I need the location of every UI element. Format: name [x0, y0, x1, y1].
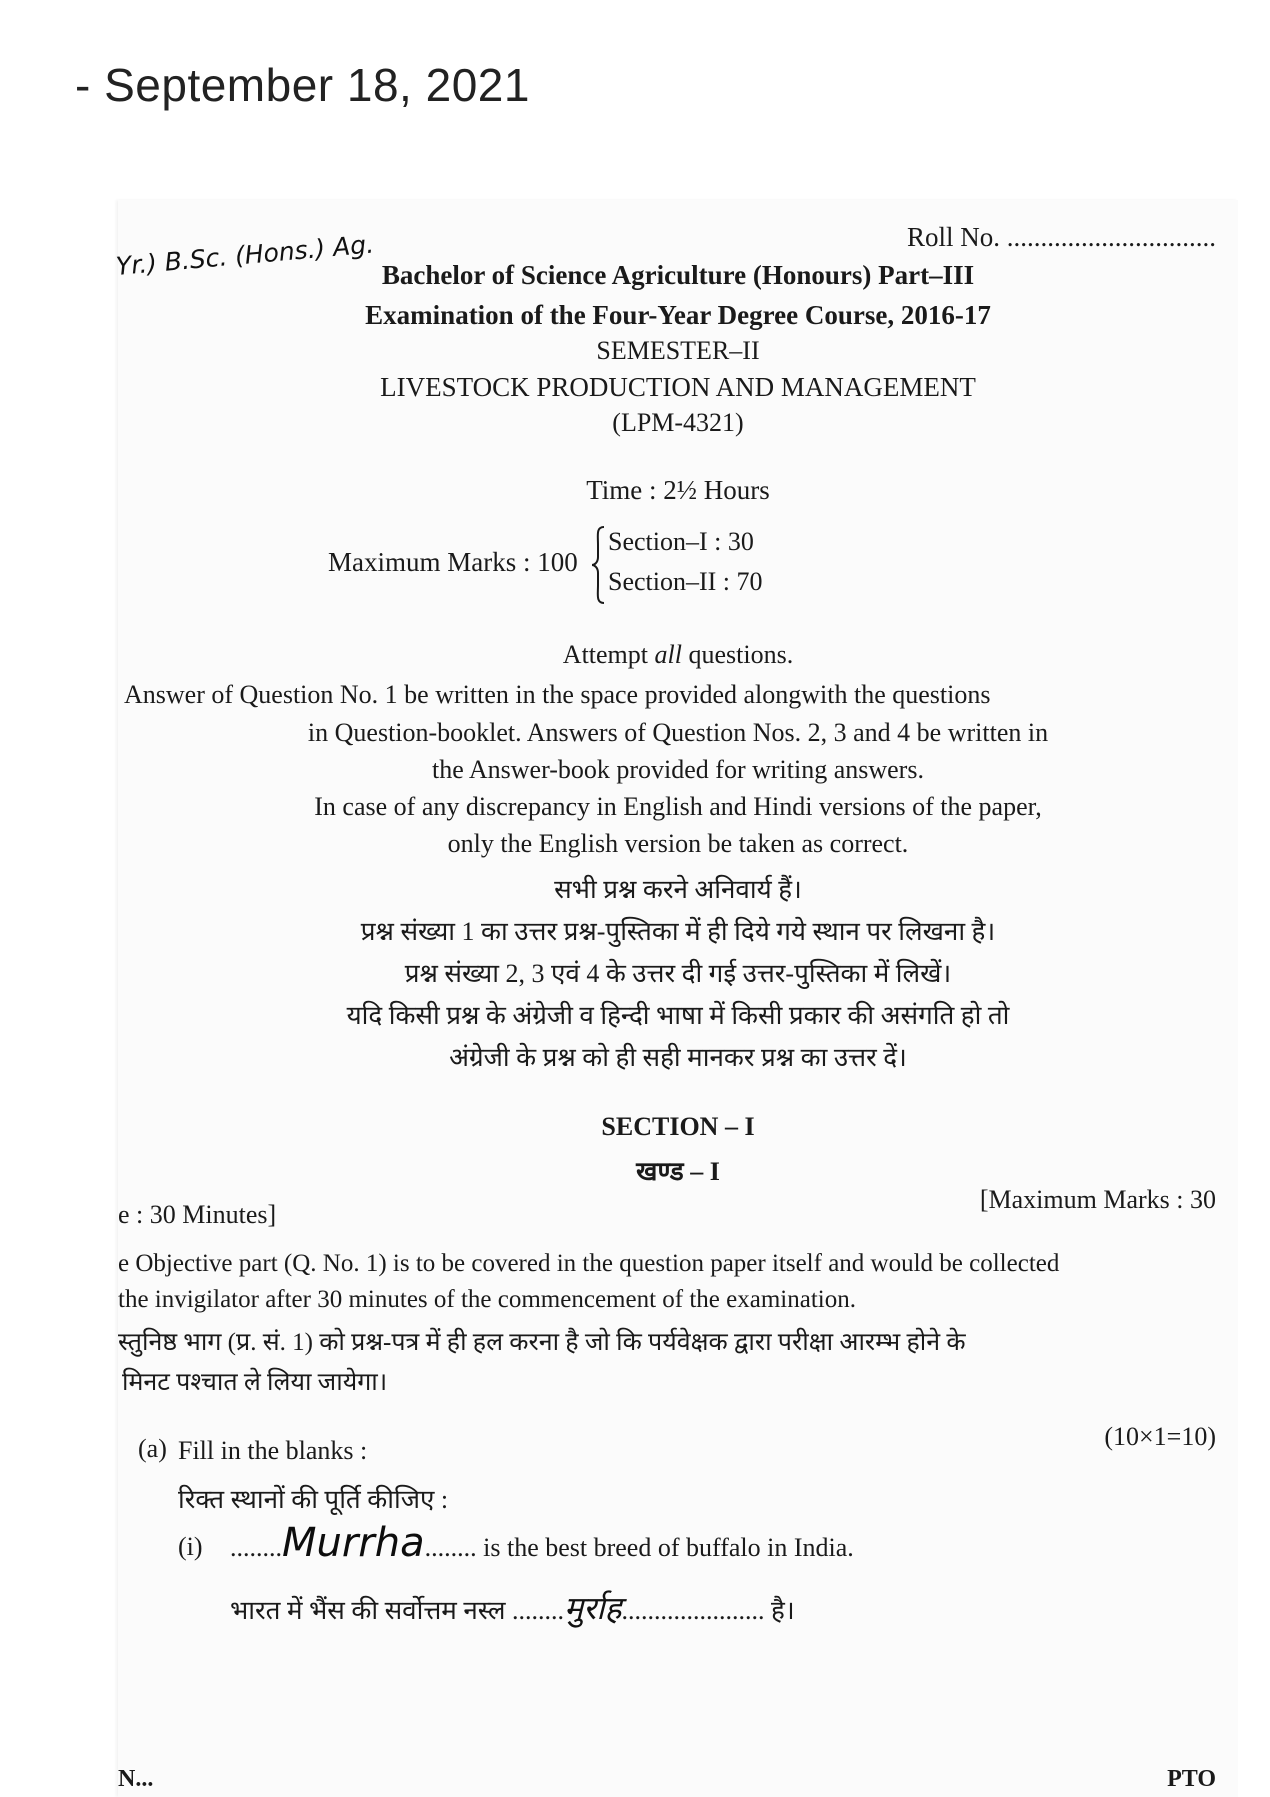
objective-note-hi-2: मिनट पश्चात ले लिया जायेगा। — [122, 1369, 388, 1396]
instruction-en-1: Answer of Question No. 1 be written in the space provided alongwith the questions — [124, 680, 991, 709]
instruction-hi-1: सभी प्रश्न करने अनिवार्य हैं। — [554, 875, 802, 904]
section-title-hi: खण्ड – I — [636, 1157, 720, 1186]
instruction-hi-3: प्रश्न संख्या 2, 3 एवं 4 के उत्तर दी गई उत्तर-पुस्तिका में लिखें। — [404, 959, 952, 988]
item-hi-end: है। — [764, 1596, 795, 1625]
exam-time: Time : 2½ Hours — [586, 475, 770, 505]
question-label: (a) — [138, 1434, 167, 1463]
objective-note-1: e Objective part (Q. No. 1) is to be covered in the question paper itself and would be collected — [118, 1250, 1060, 1277]
instruction-en-4: In case of any discrepancy in English and Hindi versions of the paper, — [314, 792, 1042, 821]
subject-title: LIVESTOCK PRODUCTION AND MANAGEMENT — [380, 372, 976, 402]
dots-before: ........ — [230, 1533, 282, 1562]
max-marks-label: Maximum Marks : 100 — [328, 547, 578, 577]
attempt-emphasis: all — [654, 640, 682, 669]
objective-note-2: the invigilator after 30 minutes of the commencement of the examination. — [118, 1286, 856, 1313]
attempt-pre: Attempt — [562, 640, 655, 669]
footer-pto: PTO — [1167, 1766, 1216, 1792]
attempt-post: questions. — [681, 640, 794, 669]
blank-item-1-hi — [230, 1586, 795, 1629]
item-hi-dots: ...................... — [621, 1596, 765, 1625]
post-date: - September 18, 2021 — [75, 59, 530, 111]
item-text: is the best breed of buffalo in India. — [476, 1533, 854, 1562]
question-text-hi: रिक्त स्थानों की पूर्ति कीजिए : — [178, 1485, 449, 1514]
section2-marks: Section–II : 70 — [608, 567, 763, 596]
blank-item-1 — [230, 1520, 854, 1566]
dots-after: ........ — [424, 1533, 477, 1562]
semester: SEMESTER–II — [596, 336, 760, 365]
section-title: SECTION – I — [601, 1112, 755, 1141]
objective-note-hi-1: स्तुनिष्ठ भाग (प्र. सं. 1) को प्रश्न-पत्र में ही हल करना है जो कि पर्यवेक्षक द्वारा परीक्षा आरम्भ होने के — [118, 1329, 966, 1356]
exam-title: Bachelor of Science Agriculture (Honours) Part–III — [381, 260, 975, 290]
handwritten-answer: Murrha — [282, 1520, 425, 1566]
exam-paper — [114, 200, 1238, 1797]
section-time: e : 30 Minutes] — [118, 1200, 277, 1229]
section-max-marks: [Maximum Marks : 30 — [979, 1185, 1216, 1214]
curly-brace-icon — [590, 525, 606, 605]
question-text: Fill in the blanks : — [178, 1436, 368, 1465]
instruction-en-3: the Answer-book provided for writing answers. — [432, 755, 924, 784]
handwritten-course-note: Yr.) B.Sc. (Hons.) Ag. — [114, 229, 376, 281]
instruction-en-5: only the English version be taken as correct. — [447, 829, 909, 858]
handwritten-answer-hi: मुर्राह — [564, 1589, 622, 1627]
section1-marks: Section–I : 30 — [608, 527, 754, 556]
roll-number: Roll No. ............................... — [906, 222, 1216, 252]
footer-left: N... — [118, 1766, 154, 1792]
course-code: (LPM-4321) — [612, 408, 744, 437]
item-label: (i) — [178, 1532, 203, 1561]
instruction-hi-4: यदि किसी प्रश्न के अंग्रेजी व हिन्दी भाषा में किसी प्रकार की असंगति हो तो — [346, 1001, 1010, 1030]
max-marks-block — [328, 525, 928, 605]
exam-subtitle: Examination of the Four-Year Degree Course, 2016-17 — [365, 300, 991, 330]
instruction-hi-5: अंग्रेजी के प्रश्न को ही सही मानकर प्रश्न का उत्तर दें। — [449, 1043, 907, 1072]
question-marks: (10×1=10) — [1104, 1422, 1216, 1451]
attempt-instruction — [118, 640, 1238, 670]
instruction-en-2: in Question-booklet. Answers of Question Nos. 2, 3 and 4 be written in — [307, 718, 1049, 747]
instruction-hi-2: प्रश्न संख्या 1 का उत्तर प्रश्न-पुस्तिका में ही दिये गये स्थान पर लिखना है। — [360, 917, 996, 946]
item-hi-prefix: भारत में भैंस की सर्वोत्तम नस्ल ........ — [230, 1596, 565, 1625]
